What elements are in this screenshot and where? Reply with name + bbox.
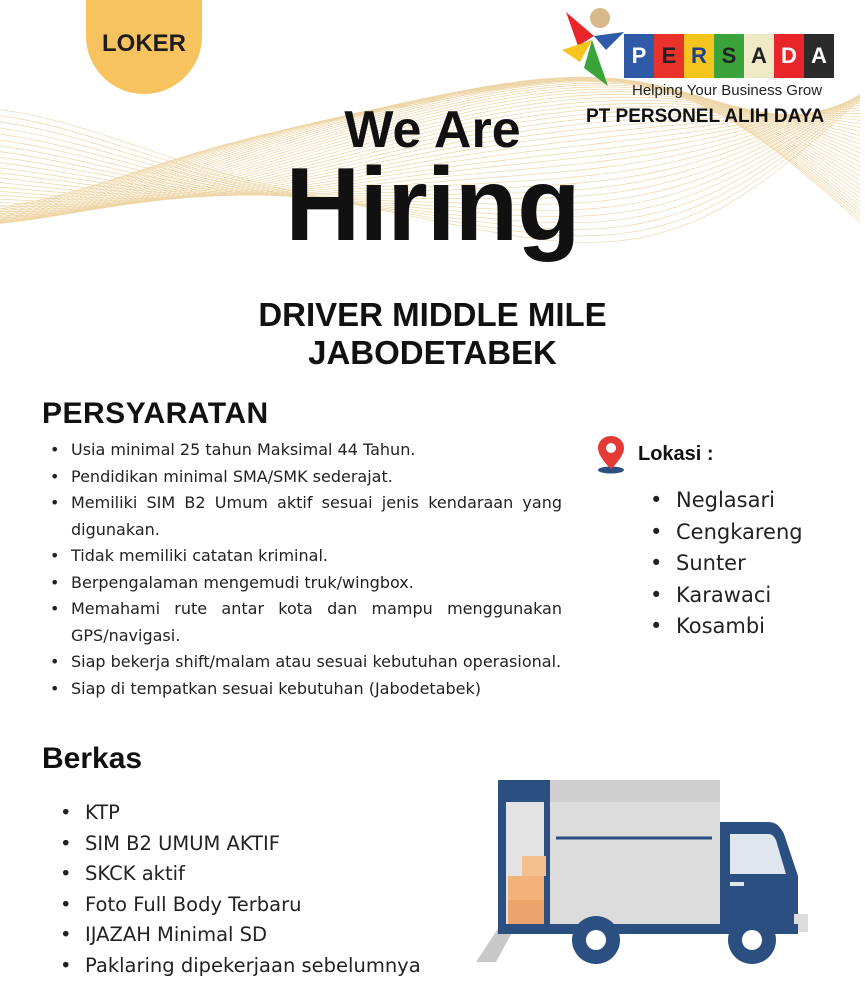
job-title-line-1: DRIVER MIDDLE MILE [258, 296, 607, 333]
logo-letter-tile: E [654, 34, 684, 78]
document-item: • Paklaring dipekerjaan sebelumnya [60, 951, 421, 982]
documents-title: Berkas [42, 742, 143, 775]
job-title [0, 296, 865, 372]
location-item: • Neglasari [650, 485, 803, 517]
logo-letter-tile: S [714, 34, 744, 78]
location-list [650, 485, 803, 643]
document-item: • SIM B2 UMUM AKTIF [60, 829, 421, 860]
delivery-truck-icon [476, 776, 810, 966]
loker-badge-label: LOKER [102, 30, 186, 57]
location-label: Lokasi : [638, 442, 714, 465]
map-pin-icon [594, 434, 628, 474]
company-name: PT PERSONEL ALIH DAYA [586, 106, 825, 127]
location-item: • Cengkareng [650, 517, 803, 549]
requirement-item: • Tidak memiliki catatan kriminal. [50, 543, 562, 570]
logo-letter-tile: A [744, 34, 774, 78]
requirement-item: • Siap bekerja shift/malam atau sesuai kebutuhan operasional. [50, 649, 562, 676]
location-item: • Karawaci [650, 580, 803, 612]
logo-letter-tile: P [624, 34, 654, 78]
logo-letter-tile: A [804, 34, 834, 78]
requirements-list [50, 437, 562, 702]
location-item: • Kosambi [650, 611, 803, 643]
job-title-line-2: JABODETABEK [308, 334, 557, 371]
documents-list [60, 798, 421, 981]
logo-tagline: Helping Your Business Grow [632, 82, 823, 99]
logo-letter-tile: D [774, 34, 804, 78]
document-item: • IJAZAH Minimal SD [60, 920, 421, 951]
requirement-item: • Berpengalaman mengemudi truk/wingbox. [50, 570, 562, 597]
requirement-item: • Pendidikan minimal SMA/SMK sederajat. [50, 464, 562, 491]
logo-figure-icon [558, 6, 628, 96]
location-header [594, 434, 714, 474]
logo-letter-tile: R [684, 34, 714, 78]
requirement-item: • Memahami rute antar kota dan mampu menggunakan GPS/navigasi. [50, 596, 562, 649]
document-item: • KTP [60, 798, 421, 829]
location-item: • Sunter [650, 548, 803, 580]
requirements-title: PERSYARATAN [42, 397, 269, 430]
logo-wordmark [624, 34, 834, 78]
headline-hiring: Hiring [285, 147, 580, 263]
requirement-item: • Memiliki SIM B2 Umum aktif sesuai jenis kendaraan yang digunakan. [50, 490, 562, 543]
document-item: • Foto Full Body Terbaru [60, 890, 421, 921]
document-item: • SKCK aktif [60, 859, 421, 890]
headline-we-are: We Are [344, 101, 521, 159]
requirement-item: • Usia minimal 25 tahun Maksimal 44 Tahun. [50, 437, 562, 464]
requirement-item: • Siap di tempatkan sesuai kebutuhan (Jabodetabek) [50, 676, 562, 703]
